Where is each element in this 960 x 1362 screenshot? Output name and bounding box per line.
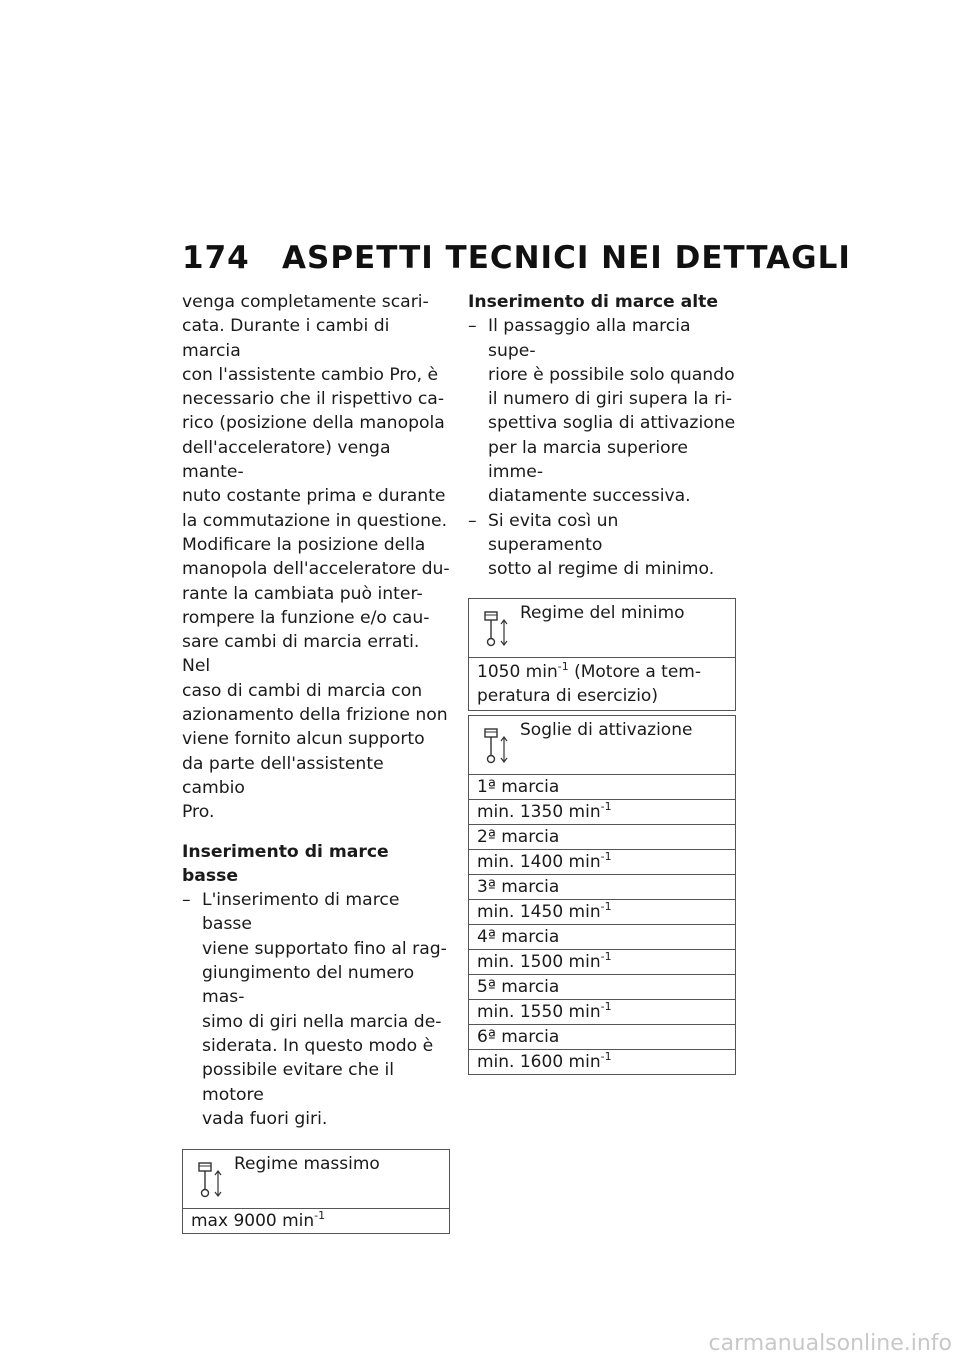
gear-threshold: min. 1350 $\min^{-1}$	[469, 799, 735, 824]
text-line: sotto al regime di minimo.	[488, 559, 715, 580]
gear-threshold: min. 1450 $\min^{-1}$	[469, 899, 735, 924]
right-column	[468, 290, 736, 1075]
text-line: rante la cambiata può inter-	[182, 583, 423, 604]
spec-box-header	[469, 716, 735, 775]
spec-box-header	[469, 599, 735, 658]
spec-box-max-rpm	[182, 1149, 450, 1234]
spec-title: Soglie di attivazione	[520, 719, 693, 740]
intro-paragraph	[182, 290, 450, 825]
text-line: da parte dell'assistente cambio	[182, 753, 384, 798]
text-line: con l'assistente cambio Pro, è	[182, 364, 439, 385]
page-header	[182, 240, 851, 276]
piston-icon	[198, 1162, 222, 1198]
gear-threshold: min. 1400 $\min^{-1}$	[469, 849, 735, 874]
watermark: carmanualsonline.info	[708, 1331, 952, 1356]
spec-title: Regime massimo	[234, 1154, 380, 1175]
gear-label: 4ª marcia	[469, 924, 735, 949]
text-line: siderata. In questo modo è	[202, 1035, 434, 1056]
text-line: L'inserimento di marce basse	[202, 890, 400, 935]
text-line: azionamento della frizione non	[182, 705, 448, 726]
text-line: sare cambi di marcia errati. Nel	[182, 632, 420, 677]
dash-marker: –	[182, 890, 191, 911]
text-line: la commutazione in questione.	[182, 510, 448, 531]
text-line: rompere la funzione e/o cau-	[182, 607, 430, 628]
gear-label: 5ª marcia	[469, 974, 735, 999]
spec-title: Regime del minimo	[520, 602, 685, 623]
text-line: caso di cambi di marcia con	[182, 680, 423, 701]
spec-box-header	[183, 1150, 449, 1209]
subheading-low-gears: Inserimento di marce basse	[182, 841, 389, 886]
left-column	[182, 290, 450, 1234]
spec-value: max 9000 $\min^{-1}$	[191, 1209, 326, 1232]
text-line: Pro.	[182, 802, 215, 823]
text-line: venga completamente scari-	[182, 292, 429, 312]
text-line: il numero di giri supera la ri-	[488, 389, 733, 410]
gear-threshold: min. 1500 $\min^{-1}$	[469, 949, 735, 974]
gear-label: 6ª marcia	[469, 1024, 735, 1049]
piston-icon	[484, 728, 508, 764]
text-line: cata. Durante i cambi di marcia	[182, 316, 390, 361]
text-line: Modificare la posizione della	[182, 534, 426, 555]
text-line: viene supportato fino al rag-	[202, 938, 447, 959]
dash-marker: –	[468, 510, 477, 531]
list-item	[468, 314, 736, 508]
spec-value: 1050 $\min^{-1}$ (Motore a tem- peratura di esercizio)	[477, 659, 701, 706]
gear-label: 3ª marcia	[469, 874, 735, 899]
subheading-high-gears: Inserimento di marce alte	[468, 292, 719, 312]
text-line: giungimento del numero mas-	[202, 963, 415, 1008]
text-line: Il passaggio alla marcia supe-	[488, 316, 691, 361]
spec-box-idle-rpm	[468, 598, 736, 711]
text-line: simo di giri nella marcia de-	[202, 1011, 442, 1032]
gear-threshold: min. 1550 $\min^{-1}$	[469, 999, 735, 1024]
text-line: viene fornito alcun supporto	[182, 729, 425, 750]
gear-label: 1ª marcia	[477, 776, 560, 797]
text-line: nuto costante prima e durante	[182, 486, 446, 507]
text-line: riore è possibile solo quando	[488, 364, 735, 385]
text-line: vada fuori giri.	[202, 1108, 328, 1129]
piston-icon	[484, 611, 508, 647]
text-line: possibile evitare che il motore	[202, 1060, 395, 1105]
text-line: necessario che il rispettivo ca-	[182, 389, 445, 410]
text-line: spettiva soglia di attivazione	[488, 413, 736, 434]
text-line: Si evita così un superamento	[488, 510, 619, 555]
spec-box-activation-thresholds	[468, 715, 736, 1075]
text-line: diatamente successiva.	[488, 486, 691, 507]
text-line: rico (posizione della manopola	[182, 413, 445, 434]
text-line: dell'acceleratore) venga mante-	[182, 437, 391, 483]
list-item	[182, 888, 450, 1131]
list-item	[468, 509, 736, 582]
page-title: ASPETTI TECNICI NEI DETTAGLI	[282, 240, 851, 276]
text-line: manopola dell'acceleratore du-	[182, 559, 450, 580]
text-line: per la marcia superiore imme-	[488, 437, 688, 483]
dash-marker: –	[468, 316, 477, 337]
gear-label: 2ª marcia	[469, 824, 735, 849]
page-number: 174	[182, 240, 250, 276]
gear-threshold: min. 1600 $\min^{-1}$	[469, 1049, 735, 1074]
